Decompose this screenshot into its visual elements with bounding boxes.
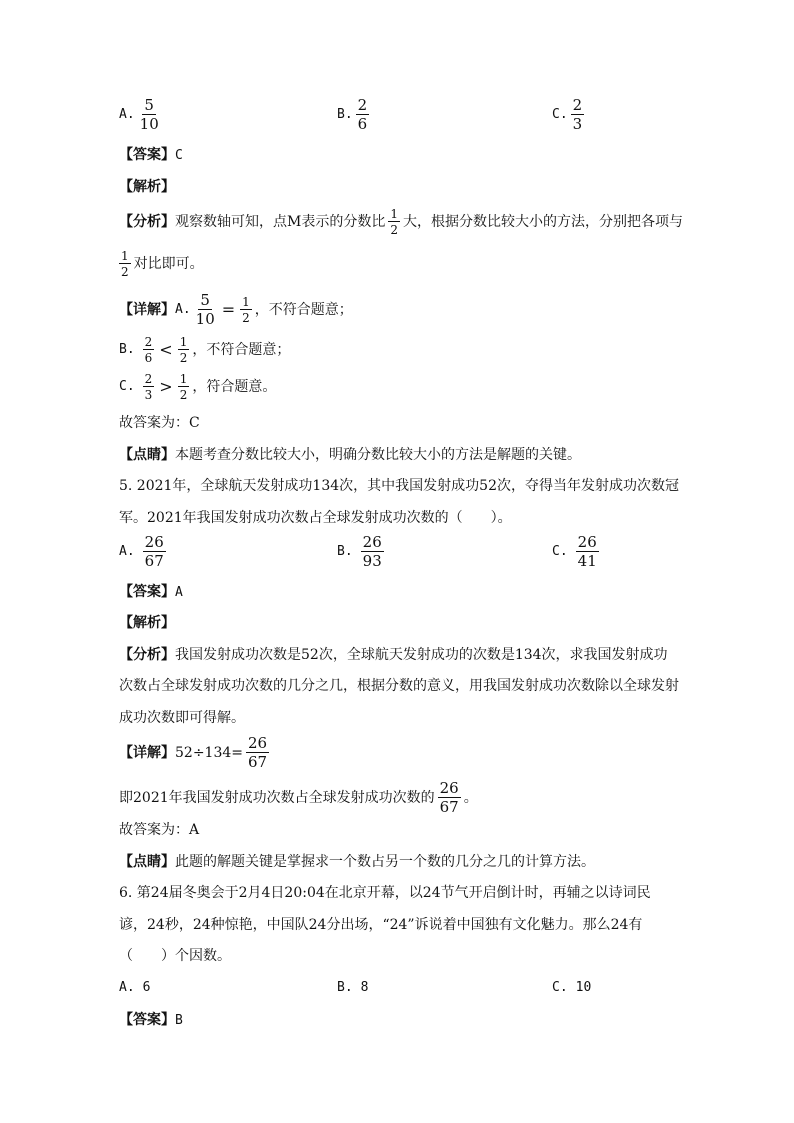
answer-value: A (175, 585, 183, 600)
denominator: 10 (195, 310, 215, 328)
option-label: B. (119, 342, 135, 357)
option-value: 10 (575, 980, 592, 995)
denominator: 2 (242, 311, 250, 325)
numerator: 1 (179, 372, 188, 386)
option-label: A. (119, 107, 135, 122)
q4-answer (119, 145, 714, 166)
q4-dianjing (119, 445, 714, 465)
fraction (138, 98, 161, 132)
text: ，不符合题意； (192, 342, 291, 358)
denominator: 3 (572, 115, 583, 133)
answer-tag: 【答案】 (119, 584, 175, 600)
q6-option-b (337, 978, 368, 998)
q6-option-a (119, 978, 150, 998)
numerator: 2 (144, 372, 153, 386)
denominator: 2 (121, 265, 129, 279)
fraction-result (246, 736, 269, 770)
xiangjie-tag: 【详解】 (119, 302, 175, 318)
q5-options (119, 535, 714, 575)
text: 此题的解题关键是掌握求一个数占另一个数的几分之几的计算方法。 (175, 854, 595, 870)
option-label: C. (552, 980, 568, 995)
text: 对比即可。 (133, 256, 204, 272)
numerator: 26 (439, 779, 459, 797)
q6-option-c (552, 978, 591, 998)
numerator: 5 (144, 96, 154, 114)
text: 故答案为：C (119, 415, 200, 431)
denominator: 67 (144, 552, 164, 570)
q4-xiangjie-a (119, 292, 714, 328)
denominator: 41 (577, 552, 597, 570)
text: 。 (463, 790, 478, 806)
numerator: 1 (121, 249, 129, 263)
text: 6. 第24届冬奥会于2月4日20:04在北京开幕，以24节气开启倒计时，再辅之以诗词民 (119, 885, 651, 901)
option-label: C. (552, 544, 568, 559)
numerator: 26 (577, 533, 597, 551)
less-than-sign: < (159, 340, 173, 359)
q4-option-a (119, 98, 164, 132)
answer-value: B (175, 1013, 183, 1028)
option-label: C. (119, 379, 135, 394)
numerator: 2 (357, 96, 368, 114)
fraction (361, 535, 384, 569)
text: 即2021年我国发射成功次数占全球发射成功次数的 (119, 790, 435, 806)
option-label: A. (119, 980, 135, 995)
fraction (356, 98, 370, 132)
fenxi-tag: 【分析】 (119, 647, 175, 663)
numerator: 1 (242, 295, 250, 309)
answer-tag: 【答案】 (119, 1012, 175, 1028)
numerator: 1 (390, 207, 398, 221)
answer-tag: 【答案】 (119, 147, 175, 163)
jiexi-tag: 【解析】 (119, 615, 175, 631)
q4-options (119, 98, 714, 138)
fraction-half (178, 336, 190, 364)
text: 成功次数即可得解。 (119, 710, 245, 726)
q4-option-c (552, 98, 587, 132)
text: （ ）个因数。 (119, 948, 231, 964)
q5-jiexi (119, 613, 714, 633)
q4-jiexi (119, 177, 714, 197)
denominator: 3 (144, 388, 153, 402)
q4-guda (119, 413, 714, 433)
fraction (194, 293, 217, 327)
dianjing-tag: 【点睛】 (119, 854, 175, 870)
fenxi-tag: 【分析】 (119, 214, 175, 230)
q4-fenxi-line2 (119, 250, 714, 278)
q5-xiangjie (119, 733, 714, 773)
q6-answer (119, 1010, 714, 1031)
q6-options (119, 978, 714, 998)
text: 次数占全球发射成功次数的几分之几，根据分数的意义，用我国发射成功次数除以全球发射 (119, 678, 679, 694)
denominator: 6 (144, 351, 153, 365)
text: 军。2021年我国发射成功次数占全球发射成功次数的（ ）。 (119, 510, 512, 526)
denominator: 93 (362, 552, 382, 570)
denominator: 10 (139, 115, 159, 133)
q5-guda (119, 820, 714, 840)
option-label: A. (175, 302, 191, 317)
fraction (143, 373, 155, 401)
numerator: 26 (144, 533, 164, 551)
q5-option-c (552, 535, 602, 569)
fraction-half (240, 296, 252, 324)
denominator: 67 (439, 798, 459, 816)
q6-stem-line1 (119, 883, 714, 903)
q5-dianjing (119, 852, 714, 872)
fraction-half (178, 373, 190, 401)
numerator: 2 (572, 96, 583, 114)
q4-xiangjie-c (119, 372, 714, 402)
q5-fenxi-line2 (119, 676, 714, 696)
fraction-half (388, 208, 400, 236)
option-value: 6 (142, 980, 151, 995)
option-label: B. (337, 980, 353, 995)
fraction-half (119, 250, 131, 278)
text: 大，根据分数比较大小的方法，分别把各项与 (402, 214, 683, 230)
fraction (571, 98, 585, 132)
option-label: B. (337, 107, 353, 122)
denominator: 67 (248, 753, 268, 771)
q4-option-b (337, 98, 372, 132)
denominator: 2 (179, 388, 188, 402)
q5-stem-line2 (119, 508, 714, 528)
calc-text: 52÷134= (175, 745, 243, 761)
numerator: 2 (144, 335, 153, 349)
fraction (143, 336, 155, 364)
fraction (143, 535, 166, 569)
option-label: B. (337, 544, 353, 559)
q5-option-a (119, 535, 169, 569)
numerator: 1 (179, 335, 188, 349)
text: 故答案为：A (119, 822, 200, 838)
denominator: 2 (179, 351, 188, 365)
text: 5. 2021年，全球航天发射成功134次，其中我国发射成功52次，夺得当年发射成功次数冠 (119, 478, 679, 494)
q4-fenxi-line1 (119, 208, 714, 236)
jiexi-tag: 【解析】 (119, 179, 175, 195)
answer-value: C (175, 148, 183, 163)
fraction-result (438, 781, 461, 815)
option-label: A. (119, 544, 135, 559)
option-value: 8 (360, 980, 369, 995)
q5-option-b (337, 535, 387, 569)
xiangjie-tag: 【详解】 (119, 745, 175, 761)
numerator: 26 (362, 533, 382, 551)
text: ，不符合题意； (254, 302, 353, 318)
text: 谚，24秒，24种惊艳，中国队24分出场，“24”诉说着中国独有文化魅力。那么24有 (119, 917, 643, 933)
greater-than-sign: > (159, 377, 173, 396)
numerator: 5 (200, 291, 210, 309)
text: 我国发射成功次数是52次，全球航天发射成功的次数是134次，求我国发射成功 (175, 647, 668, 663)
q5-stem-line1 (119, 476, 714, 496)
q5-ji (119, 778, 714, 818)
q5-fenxi-line3 (119, 708, 714, 728)
dianjing-tag: 【点睛】 (119, 447, 175, 463)
q6-stem-line2 (119, 915, 714, 935)
fraction (576, 535, 599, 569)
q5-answer (119, 582, 714, 603)
q6-stem-line3 (119, 946, 714, 966)
equals-sign: = (221, 300, 236, 319)
q5-fenxi-line1 (119, 645, 714, 665)
text: 本题考查分数比较大小，明确分数比较大小的方法是解题的关键。 (175, 447, 581, 463)
text: 观察数轴可知，点M表示的分数比 (175, 214, 386, 230)
numerator: 26 (248, 734, 268, 752)
q4-xiangjie-b (119, 335, 714, 365)
text: ，符合题意。 (192, 379, 277, 395)
denominator: 6 (357, 115, 368, 133)
denominator: 2 (390, 223, 398, 237)
option-label: C. (552, 107, 568, 122)
